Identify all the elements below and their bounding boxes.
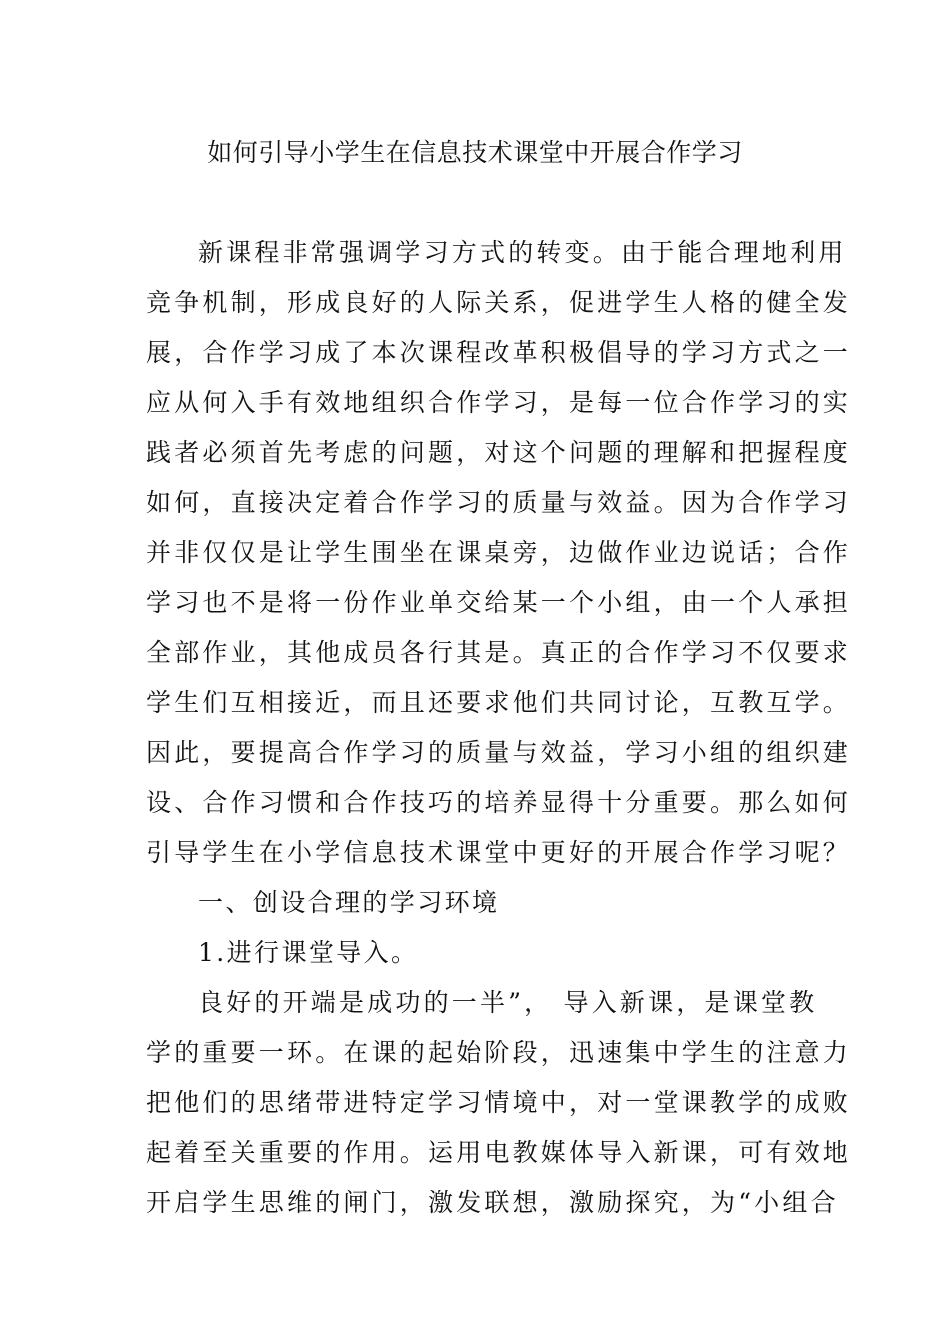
paragraph-line: 良好的开端是成功的一半”， 导入新课，是课堂教: [198, 988, 818, 1017]
paragraph-line: 展，合作学习成了本次课程改革积极倡导的学习方式之一: [146, 338, 852, 367]
paragraph-line: 全部作业，其他成员各行其是。真正的合作学习不仅要求: [146, 638, 852, 667]
paragraph-line: 因此，要提高合作学习的质量与效益，学习小组的组织建: [146, 738, 852, 767]
document-title: 如何引导小学生在信息技术课堂中开展合作学习: [207, 138, 743, 167]
paragraph-line: 并非仅仅是让学生围坐在课桌旁，边做作业边说话；合作: [146, 538, 852, 567]
paragraph-line: 学生们互相接近，而且还要求他们共同讨论，互教互学。: [146, 688, 852, 717]
paragraph-line: 竞争机制，形成良好的人际关系，促进学生人格的健全发: [146, 288, 852, 317]
paragraph-line: 起着至关重要的作用。运用电教媒体导入新课，可有效地: [146, 1138, 852, 1167]
paragraph-line: 学的重要一环。在课的起始阶段，迅速集中学生的注意力: [146, 1038, 852, 1067]
paragraph-line: 开启学生思维的闸门，激发联想，激励探究，为“小组合: [146, 1188, 839, 1217]
paragraph-line: 如何，直接决定着合作学习的质量与效益。因为合作学习: [146, 488, 852, 517]
paragraph-line: 应从何入手有效地组织合作学习，是每一位合作学习的实: [146, 388, 852, 417]
paragraph-line: 践者必须首先考虑的问题，对这个问题的理解和把握程度: [146, 438, 852, 467]
paragraph-line: 引导学生在小学信息技术课堂中更好的开展合作学习呢？: [146, 838, 852, 867]
paragraph-line: 学习也不是将一份作业单交给某一个小组，由一个人承担: [146, 588, 852, 617]
paragraph-line: 把他们的思绪带进特定学习情境中，对一堂课教学的成败: [146, 1088, 852, 1117]
paragraph-line: 新课程非常强调学习方式的转变。由于能合理地利用: [198, 238, 847, 267]
paragraph-line: 设、合作习惯和合作技巧的培养显得十分重要。那么如何: [146, 788, 852, 817]
subsection-heading: 1.进行课堂导入。: [198, 938, 419, 967]
section-heading: 一、创设合理的学习环境: [198, 888, 500, 917]
